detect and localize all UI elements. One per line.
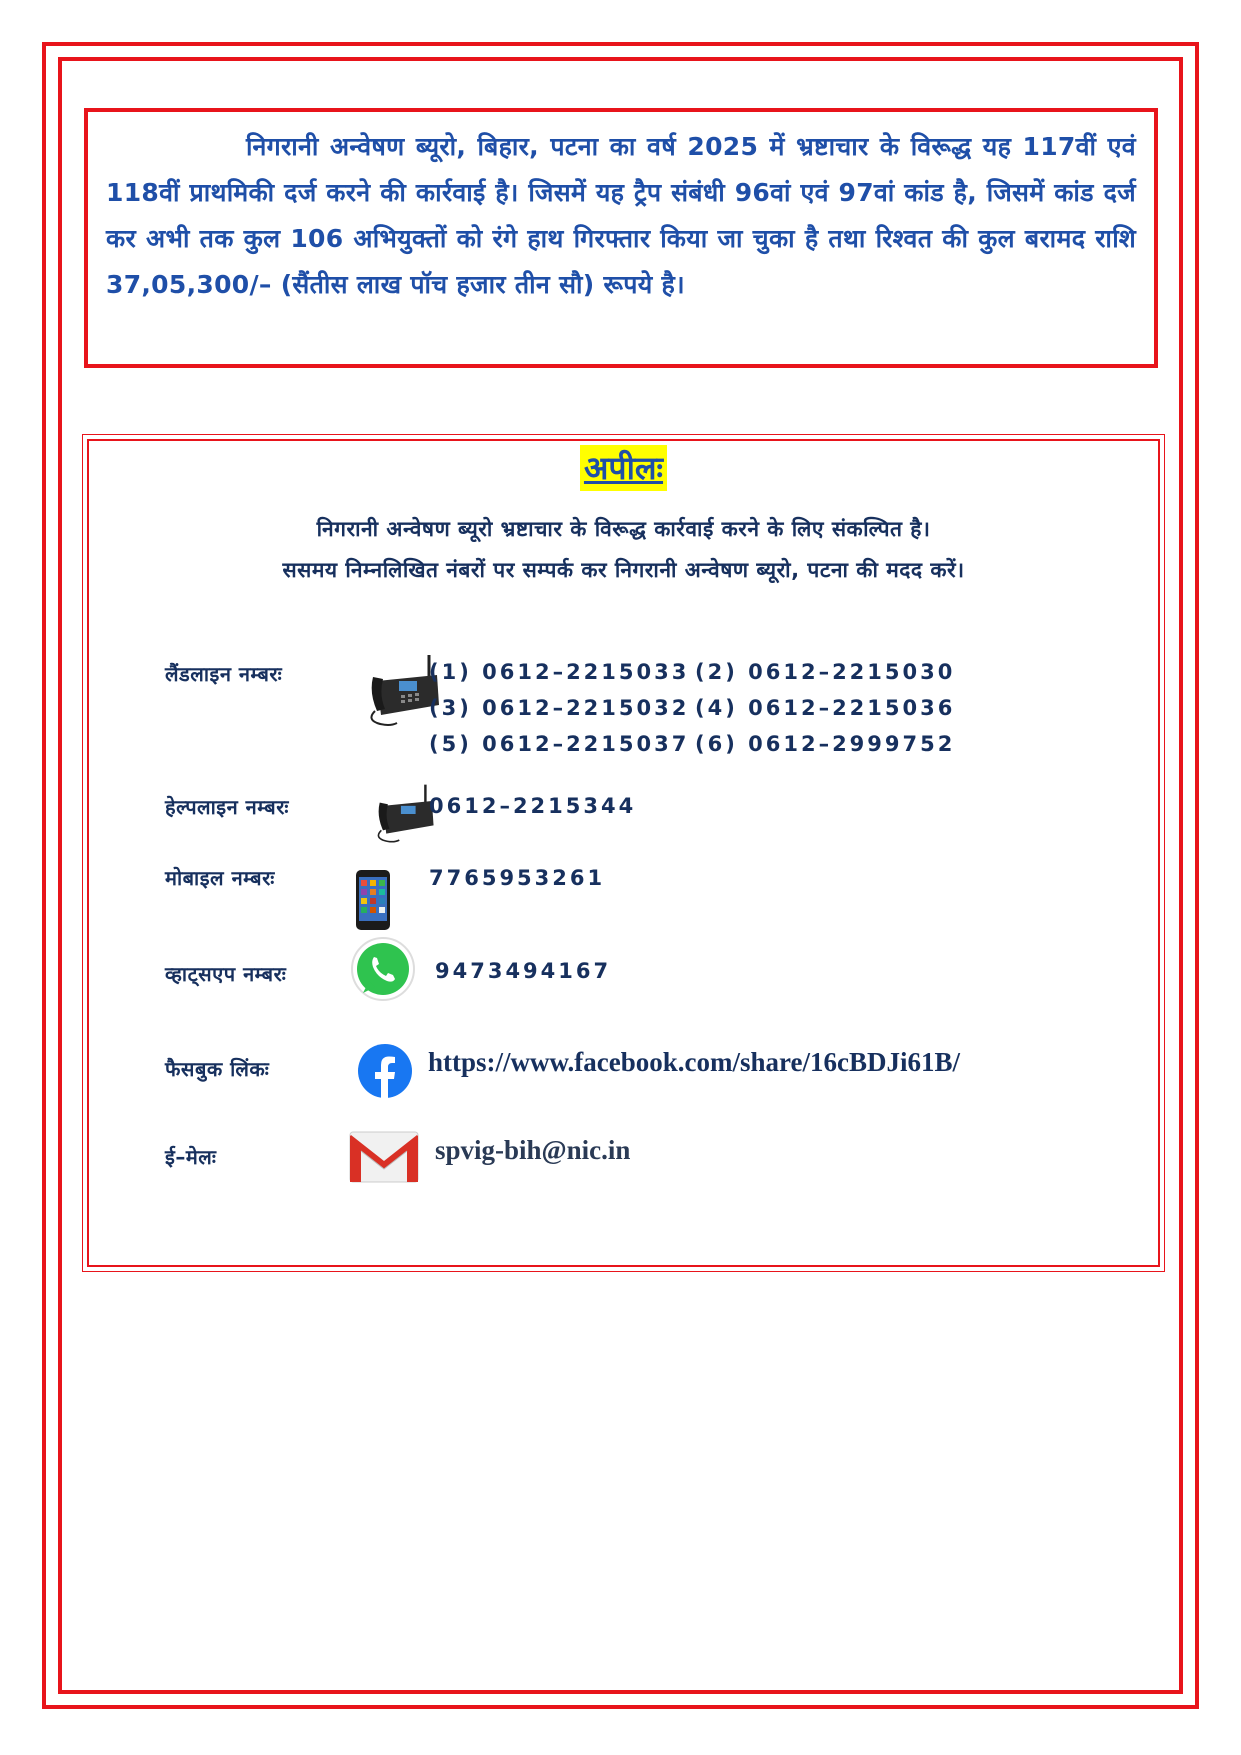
appeal-line-2: ससमय निम्नलिखित नंबरों पर सम्पर्क कर निगरानी अन्वेषण ब्यूरो, पटना की मदद करें। xyxy=(282,558,965,582)
facebook-label: फैसबुक लिंकः xyxy=(165,1057,270,1081)
landline-label: लैंडलाइन नम्बरः xyxy=(165,662,283,686)
landline-number-3[interactable]: (3) 0612–2215032 xyxy=(429,696,690,720)
appeal-line-1: निगरानी अन्वेषण ब्यूरो भ्रष्टाचार के विरूद्ध कार्रवाई करने के लिए संकल्पित है। xyxy=(316,517,931,541)
appeal-title: अपीलः xyxy=(580,445,667,491)
facebook-link[interactable]: https://www.facebook.com/share/16cBDJi61B/ xyxy=(428,1047,960,1077)
appeal-box xyxy=(82,434,1165,1272)
mobile-number[interactable]: 7765953261 xyxy=(429,866,606,890)
whatsapp-icon xyxy=(349,935,417,1007)
landline-number-1[interactable]: (1) 0612–2215033 xyxy=(429,660,690,684)
whatsapp-number[interactable]: 9473494167 xyxy=(435,959,612,983)
mobile-label: मोबाइल नम्बरः xyxy=(165,866,275,890)
helpline-number[interactable]: 0612–2215344 xyxy=(429,794,637,818)
whatsapp-label: व्हाट्सएप नम्बरः xyxy=(165,962,287,986)
desk-phone-icon xyxy=(373,783,437,849)
gmail-icon xyxy=(349,1131,419,1187)
landline-number-4[interactable]: (4) 0612–2215036 xyxy=(695,696,956,720)
helpline-label: हेल्पलाइन नम्बरः xyxy=(165,795,289,819)
notice-box xyxy=(84,108,1158,368)
mobile-phone-icon xyxy=(355,869,391,935)
facebook-icon xyxy=(357,1043,413,1103)
notice-text: निगरानी अन्वेषण ब्यूरो, बिहार, पटना का वर्ष 2025 में भ्रष्टाचार के विरूद्ध यह 117वीं एवं 118वीं प्राथमिकी दर्ज करने की कार्रवाई है। जिसमें यह ट्रैप संबंधी 96वां एवं 97वां कांड है, जिसमें कांड दर्ज कर अभी तक कुल 106 अभियुक्तों को रंगे हाथ गिरफ्तार किया जा चुका है तथा रिश्वत की कुल बरामद राशि 37,05,300/– (सैंतीस लाख पॉच हजार तीन सौ) रूपये है। xyxy=(106,132,1136,299)
landline-number-6[interactable]: (6) 0612–2999752 xyxy=(695,732,956,756)
email-address[interactable]: spvig-bih@nic.in xyxy=(435,1135,631,1165)
landline-number-5[interactable]: (5) 0612–2215037 xyxy=(429,732,690,756)
email-label: ई–मेलः xyxy=(165,1145,217,1169)
landline-number-2[interactable]: (2) 0612–2215030 xyxy=(695,660,956,684)
